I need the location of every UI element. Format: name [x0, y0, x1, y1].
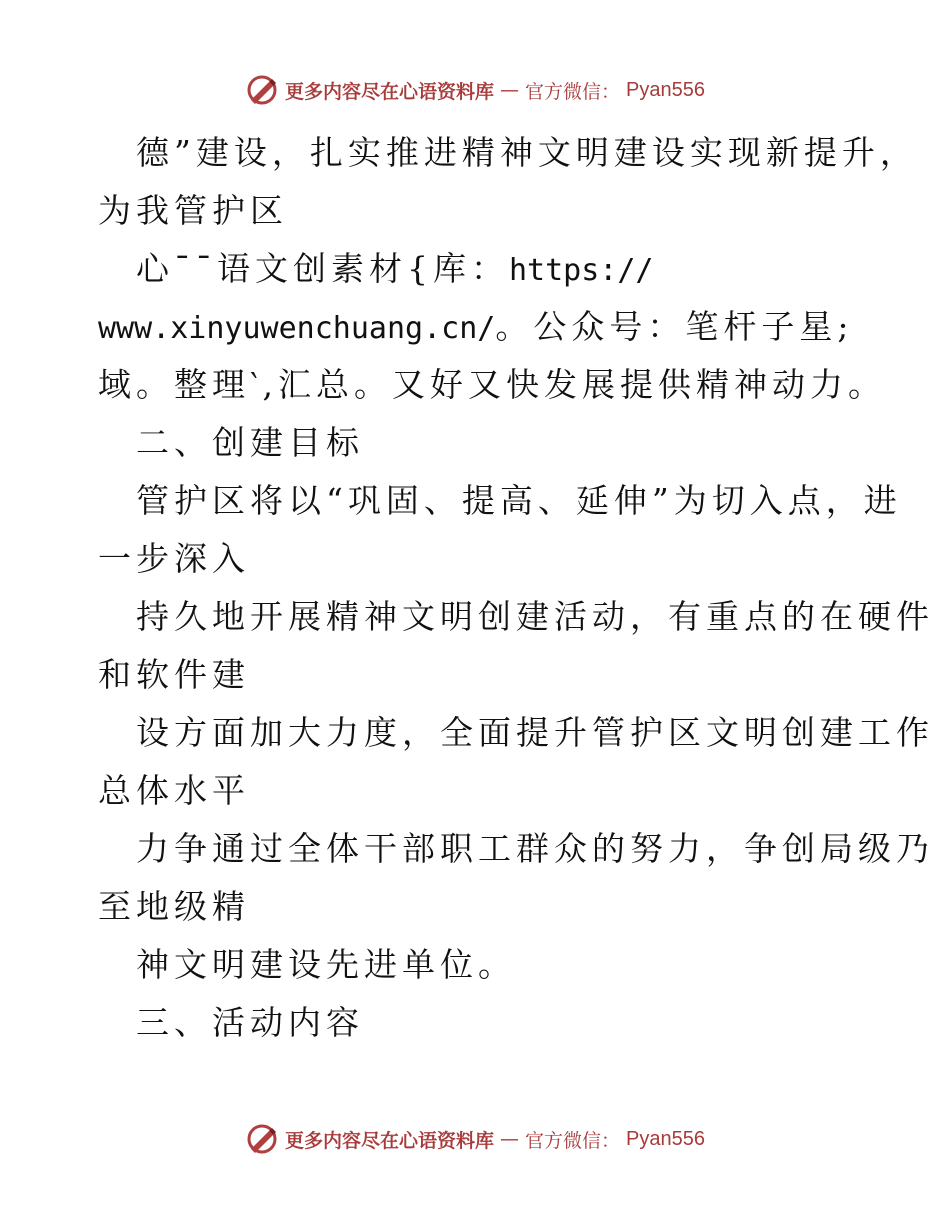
paragraph-line: 管护区将以“巩固、提高、延伸”为切入点，进 [136, 481, 902, 520]
header-separator: — [500, 79, 520, 101]
header-brand-text: 更多内容尽在心语资料库 [285, 80, 495, 103]
paragraph-line: 设方面加大力度，全面提升管护区文明创建工作 [136, 713, 934, 752]
paragraph-line: 德”建设，扎实推进精神文明建设实现新提升， [136, 133, 918, 172]
url-fragment: https:// [509, 253, 654, 288]
section-heading: 二、创建目标 [136, 423, 364, 462]
header-banner [0, 70, 950, 110]
watermark-text: 心¯¯语文创素材{库： [136, 249, 509, 288]
paragraph-line [98, 298, 868, 356]
header-wechat-label: 官方微信： [525, 80, 621, 103]
footer-wechat-label: 官方微信： [525, 1129, 621, 1152]
watermark-text: 。公众号：笔杆子星; [495, 307, 854, 346]
header-wechat-id: Pyan556 [626, 78, 705, 101]
document-body [98, 124, 934, 1052]
paragraph-line: 为我管护区 [98, 191, 288, 230]
url-text: www.xinyuwenchuang.cn/ [98, 311, 496, 346]
footer-brand-text: 更多内容尽在心语资料库 [285, 1129, 495, 1152]
pen-logo-icon [245, 1122, 279, 1156]
paragraph-line: 域。整理‵,汇总。又好又快发展提供精神动力。 [98, 365, 886, 404]
paragraph-line: 至地级精 [98, 887, 250, 926]
paragraph-line [98, 240, 868, 298]
pen-logo-icon [245, 73, 279, 107]
footer-banner [0, 1119, 950, 1159]
footer-separator: — [500, 1128, 520, 1150]
paragraph-line: 力争通过全体干部职工群众的努力，争创局级乃 [136, 829, 934, 868]
paragraph-line: 持久地开展精神文明创建活动，有重点的在硬件 [136, 597, 934, 636]
paragraph-line: 神文明建设先进单位。 [136, 945, 516, 984]
section-heading: 三、活动内容 [136, 1003, 364, 1042]
paragraph-line: 总体水平 [98, 771, 250, 810]
paragraph-line: 一步深入 [98, 539, 250, 578]
paragraph-line: 和软件建 [98, 655, 250, 694]
footer-wechat-id: Pyan556 [626, 1127, 705, 1150]
